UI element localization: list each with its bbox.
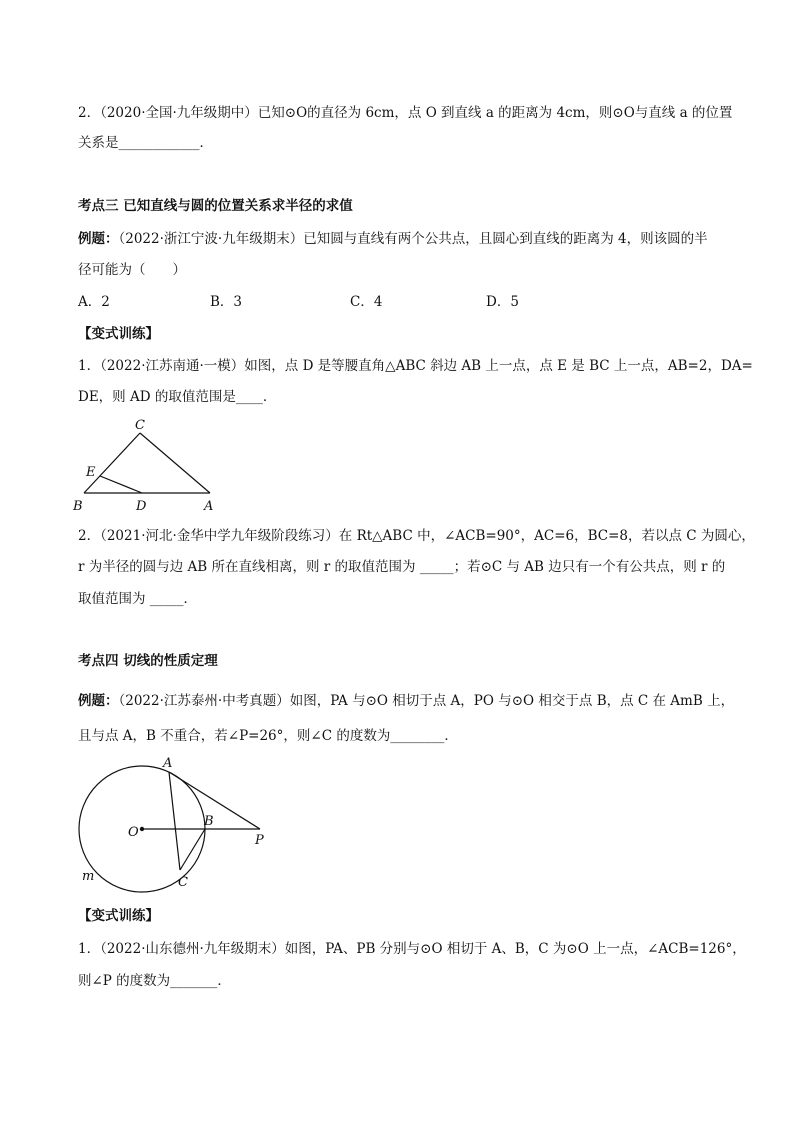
example-text: （2022·江苏泰州·中考真题）如图，PA 与⊙O 相切于点 A，PO 与⊙O 相交于点 B，点 C 在 AmB 上， [118, 693, 735, 709]
question-text: 2．（2020·全国·九年级期中）已知⊙O的直径为 6cm，点 O 到直线 a 的距离为 4cm，则⊙O与直线 a 的位置 [78, 105, 733, 121]
label-m: m [82, 869, 95, 884]
training-label: 【变式训练】 [78, 908, 159, 924]
section-title: 考点四 切线的性质定理 [78, 653, 218, 669]
option-b: B．3 [210, 294, 243, 310]
example-label: 例题： [78, 231, 119, 247]
option-a: A．2 [78, 294, 110, 310]
label-o: O [128, 825, 139, 840]
option-c: C．4 [350, 294, 383, 310]
example-text: 且与点 A，B 不重合，若∠P=26°，则∠C 的度数为________． [78, 728, 458, 744]
label-a: A [163, 756, 173, 771]
question-text: 1．（2022·江苏南通·一模）如图，点 D 是等腰直角△ABC 斜边 AB 上一点，点 E 是 BC 上一点，AB=2，DA= [78, 358, 753, 374]
option-d: D．5 [486, 294, 519, 310]
label-e: E [86, 465, 96, 480]
question-text: 取值范围为 _____． [78, 591, 198, 607]
circle-tangent-figure [70, 752, 280, 897]
question-text: 则∠P 的度数为_______． [78, 973, 231, 989]
example-line [78, 692, 734, 710]
question-text: 1．（2022·山东德州·九年级期末）如图，PA、PB 分别与⊙O 相切于 A、B，C 为⊙O 上一点，∠ACB=126°， [78, 941, 746, 957]
example-line [78, 230, 708, 248]
label-b: B [204, 814, 214, 829]
training-label: 【变式训练】 [78, 326, 159, 342]
question-text: DE，则 AD 的取值范围是____． [78, 389, 277, 405]
question-text: 关系是____________． [78, 135, 213, 151]
question-text: r 为半径的圆与边 AB 所在直线相离，则 r 的取值范围为 _____；若⊙C 与 AB 边只有一个有公共点，则 r 的 [78, 559, 726, 575]
example-text: 径可能为（ ） [78, 262, 186, 278]
label-c: C [178, 875, 188, 890]
example-label: 例题： [78, 693, 119, 709]
question-text: 2．（2021·河北·金华中学九年级阶段练习）在 Rt△ABC 中，∠ACB=90°，AC=6，BC=8，若以点 C 为圆心， [78, 528, 755, 544]
label-d: D [136, 499, 147, 514]
triangle-figure [70, 414, 230, 514]
label-b: B [73, 499, 83, 514]
label-p: P [255, 833, 264, 848]
label-c: C [135, 418, 145, 433]
label-a: A [204, 499, 214, 514]
example-text: （2022·浙江宁波·九年级期末）已知圆与直线有两个公共点，且圆心到直线的距离为 4，则该圆的半 [118, 231, 708, 247]
section-title: 考点三 已知直线与圆的位置关系求半径的求值 [78, 198, 353, 214]
